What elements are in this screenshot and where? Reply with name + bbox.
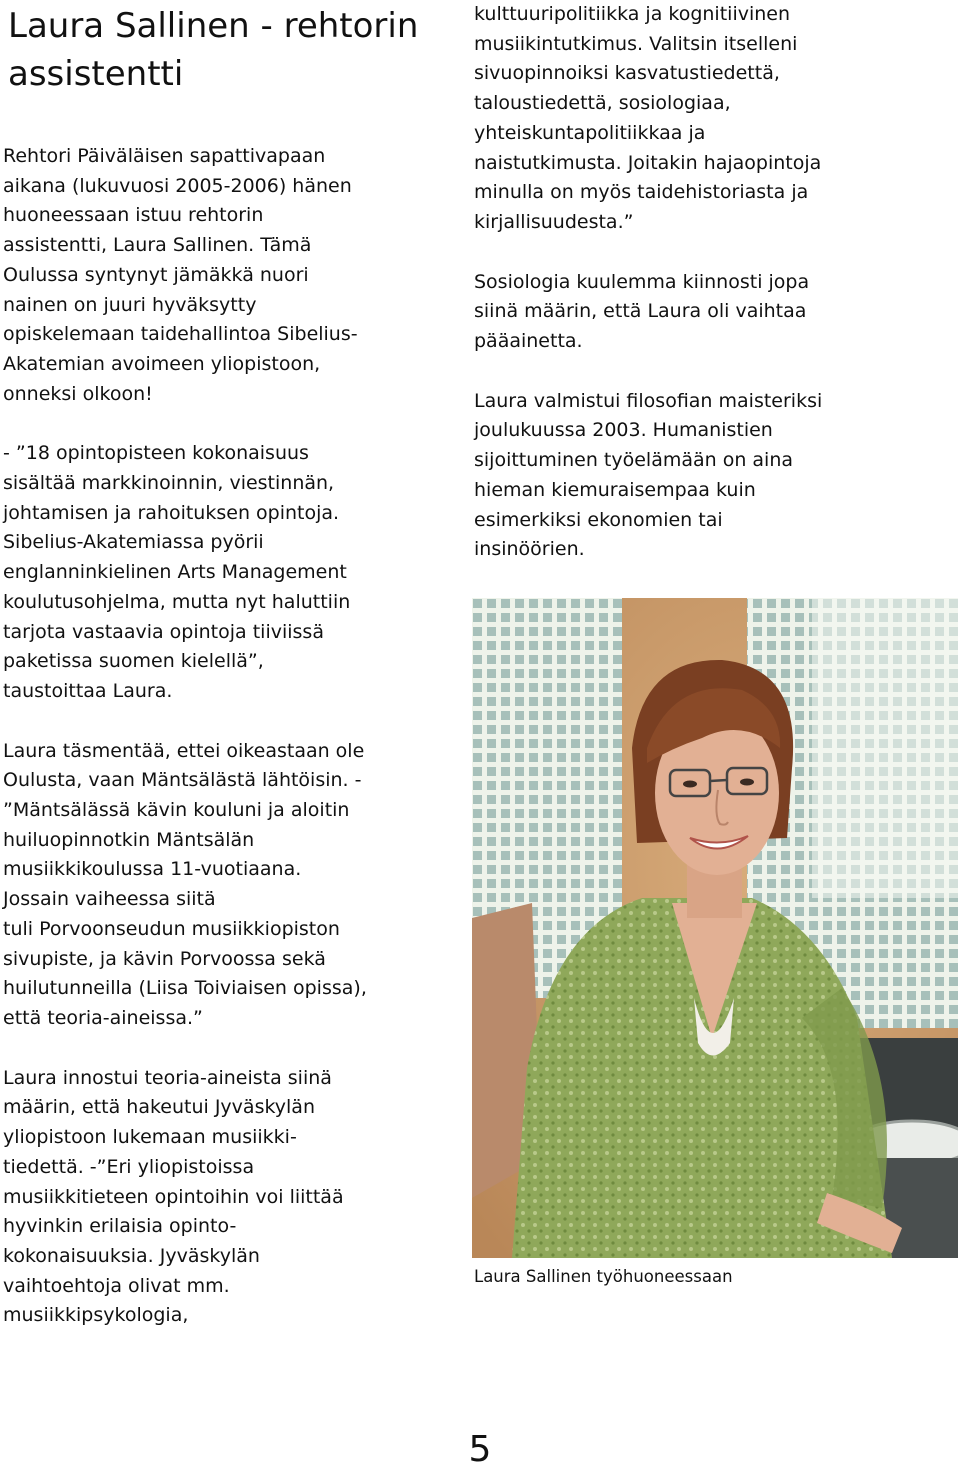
quote-paragraph-studies: - ”18 opintopisteen kokonaisuus sisältää markkinoinnin, viestinnän, johtamisen ja rahoituksen opintoja. Sibelius-Akatemiassa pyörii englanninkielinen Arts Management koulutusohjelma, mutta nyt haluttiin tarjota vastaavia opintoja tiiviissä paketissa suomen kielellä”, taustoittaa Laura. xyxy=(3,442,351,702)
right-column xyxy=(474,0,954,565)
paragraph-graduation: Laura valmistui filosofian maisteriksi joulukuussa 2003. Humanistien sijoittuminen työelämään on aina hieman kiemuraisempaa kuin esimerkiksi ekonomien tai insinöörien. xyxy=(474,389,823,561)
right-eye xyxy=(740,779,754,786)
page-number: 5 xyxy=(468,1429,492,1470)
paragraph-minor-subjects: kulttuuripolitiikka ja kognitiivinen musiikintutkimus. Valitsin itselleni sivuopinnoiksi kasvatustiedettä, taloustiedettä, sosiologiaa, yhteiskuntapolitiikkaa ja naistutkimusta. Joitakin hajaopintoja minulla on myös taidehistoriasta ja kirjallisuudesta.” xyxy=(474,3,822,233)
glasses-bridge xyxy=(710,780,727,781)
paragraph-sociology: Sosiologia kuulemma kiinnosti jopa siinä määrin, että Laura oli vaihtaa pääainetta. xyxy=(474,270,810,353)
window-light xyxy=(812,598,958,898)
photo-caption: Laura Sallinen työhuoneessaan xyxy=(474,1267,733,1286)
paragraph-mantsala: Laura täsmentää, ettei oikeastaan ole Oulusta, vaan Mäntsälästä lähtöisin. - ”Mäntsälässä kävin kouluni ja aloitin huiluopinnotkin Mäntsälän musiikkikoulussa 11-vuotiaana. Jossain vaiheessa siitä tuli Porvoonseudun musiikkiopiston sivupiste, ja kävin Porvoossa sekä huilutunneilla (Liisa Toiviaisen opissa), että teoria-aineissa.” xyxy=(3,739,367,1029)
portrait-illustration xyxy=(472,598,958,1258)
left-column xyxy=(3,142,453,1331)
intro-paragraph: Rehtori Päiväläisen sapattivapaan aikana (lukuvuosi 2005-2006) hänen huoneessaan istuu rehtorin assistentti, Laura Sallinen. Tämä Oulussa syntynyt jämäkkä nuori nainen on juuri hyväksytty opiskelemaan taidehallintoa Sibelius- Akatemian avoimeen yliopistoon, onneksi olkoon! xyxy=(3,145,358,405)
left-eye xyxy=(683,781,697,788)
paragraph-jyvaskyla: Laura innostui teoria-aineista siinä määrin, että hakeutui Jyväskylän yliopistoon lukemaan musiikki- tiedettä. -”Eri yliopistoissa musiikkitieteen opintoihin voi liittää hyvinkin erilaisia opinto- kokonaisuuksia. Jyväskylän vaihtoehtoja olivat mm. musiikkipsykologia, xyxy=(3,1066,344,1327)
article-title: Laura Sallinen - rehtorin assistentti xyxy=(8,6,419,94)
portrait-photo xyxy=(472,598,958,1258)
